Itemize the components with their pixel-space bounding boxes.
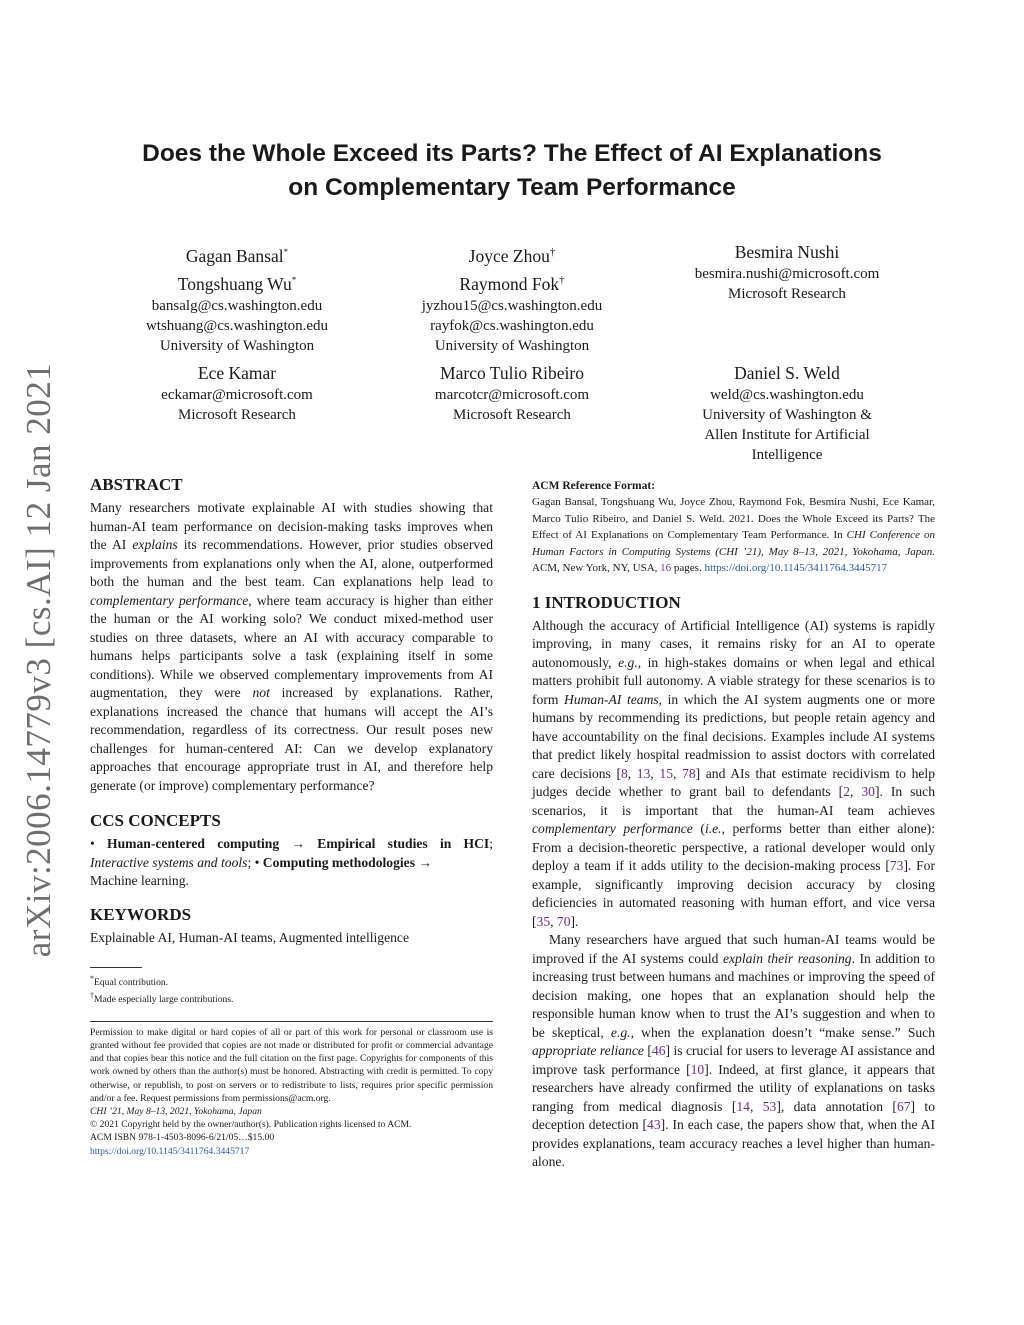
keywords-text: Explainable AI, Human-AI teams, Augmented intelligence [90, 929, 409, 945]
isbn-line: ACM ISBN 978-1-4503-8096-6/21/05…$15.00 [90, 1132, 275, 1144]
author-block-5 [372, 361, 652, 425]
title-line-1: Does the Whole Exceed its Parts? The Effect of AI Explanations [142, 140, 882, 167]
permission-rule [90, 1021, 493, 1022]
author-name: Raymond Fok [459, 273, 560, 294]
citation[interactable]: 73 [889, 858, 904, 874]
citation[interactable]: 2 [843, 784, 850, 800]
abstract-heading: ABSTRACT [90, 475, 183, 494]
citation[interactable]: 15 [659, 765, 673, 781]
citation[interactable]: 10 [690, 1061, 705, 1077]
author-mark: * [283, 247, 289, 257]
author-name: Marco Tulio Ribeiro [440, 363, 584, 383]
author-mark: † [559, 273, 565, 286]
author-block-4 [97, 361, 377, 425]
author-mark: * [291, 274, 297, 285]
venue-line: CHI ’21, May 8–13, 2021, Yokohama, Japan [90, 1106, 262, 1117]
footnote-1: *Equal contribution. [90, 974, 169, 989]
acm-ref-heading: ACM Reference Format: [532, 480, 656, 492]
citation[interactable]: 70 [556, 913, 571, 929]
ccs-text: • Human-centered computing → Empirical studies in HCI; Interactive systems and tools; • Computing methodologies → Machine learning. [90, 836, 493, 888]
citation[interactable]: 46 [651, 1043, 666, 1059]
acm-ref-doi-link[interactable]: https://doi.org/10.1145/3411764.3445717 [704, 562, 888, 575]
author-affiliation: Microsoft Research [728, 286, 846, 302]
citation[interactable]: 13 [636, 765, 651, 781]
author-name: Ece Kamar [197, 363, 277, 383]
author-email: besmira.nushi@microsoft.com [694, 266, 880, 282]
author-name: Gagan Bansal [185, 245, 284, 266]
author-name: Besmira Nushi [734, 242, 840, 262]
author-name: Tongshuang Wu [177, 273, 292, 294]
abstract-text: Many researchers motivate explainable AI with studies showing that human-AI team performance on decision-making tasks improves when the AI explains its recommendations. However, prior studies observed improvements from explanations only when the AI, alone, outperformed both the human and the best team. Can explanations help lead to complementary performance, where team accuracy is higher than either the human or the AI working solo? We conduct mixed-method user studies on three datasets, where an AI with accuracy comparable to humans helps participants solve a task (explaining itself in some conditions). While we observed complementary improvements from AI augmentation, they were not increased by explanations. Rather, explanations increased the chance that humans will accept the AI’s recommendation, regardless of its correctness. Our result poses new challenges for human-centered AI: Can we develop explanatory approaches that encourage appropriate trust in AI, and therefore help generate (or improve) complementary performance? [90, 500, 494, 793]
citation[interactable]: 8 [620, 765, 628, 781]
author-mark: † [549, 246, 556, 258]
author-block-2 [372, 240, 652, 356]
footnote-2: †Made especially large contributions. [90, 991, 234, 1006]
author-email: bansalg@cs.washington.edu [151, 297, 323, 314]
acm-ref-text: Gagan Bansal, Tongshuang Wu, Joyce Zhou, Raymond Fok, Besmira Nushi, Ece Kamar, Marco Tulio Ribeiro, and Daniel S. Weld. 2021. Does the Whole Exceed its Parts? The Effect of AI Explanations on Complementary Team Performance. In CHI Conference on Human Factors in Computing Systems (CHI ’21), May 8–13, 2021, Yokohama, Japan. ACM, New York, NY, USA, 16 pages. https://doi.org/10.1145/3411764.3445717 [532, 496, 935, 575]
citation[interactable]: 14 [736, 1098, 750, 1114]
intro-paragraph-2: Many researchers have argued that such human-AI teams would be improved if the AI systems could explain their reasoning. In addition to increasing trust between humans and machines or improving the speed of decision making, one hopes that an explanation should help the responsible human know when to trust the AI’s suggestion and when to be skeptical, e.g., when the explanation doesn’t “make sense.” Such appropriate reliance [46] is crucial for users to leverage AI assistance and improve task performance [10]. Indeed, at first glance, it appears that researchers have already confirmed the utility of explanations on tasks ranging from medical diagnosis [14, 53], data annotation [67] to deception detection [43]. In each case, the papers show that, when the AI provides explanations, team accuracy reaches a level higher than human-alone. [532, 932, 936, 1170]
arxiv-stamp [12, 362, 66, 958]
author-affiliation: Intelligence [751, 447, 823, 463]
author-affiliation: Microsoft Research [453, 407, 571, 423]
citation[interactable]: 30 [861, 784, 875, 800]
author-email: marcotcr@microsoft.com [434, 387, 590, 403]
title-line-2: on Complementary Team Performance [288, 174, 736, 201]
author-affiliation: University of Washington & [702, 407, 872, 423]
permission-notice: Permission to make digital or hard copies of all or part of this work for personal or classroom use is granted without fee provided that copies are not made or distributed for profit or commercial advantage and that copies bear this notice and the full citation on the first page. Copyrights for components of this work owned by others than the author(s) must be honored. Abstracting with credit is permitted. To copy otherwise, or republish, to post on servers or to redistribute to lists, requires prior specific permission and/or a fee. Request permissions from permissions@acm.org. [90, 1026, 493, 1104]
author-name: Joyce Zhou [468, 245, 550, 266]
left-column [90, 475, 493, 1158]
footnote-rule [90, 967, 142, 968]
author-block-6 [647, 361, 927, 465]
intro-paragraph-1: Although the accuracy of Artificial Intelligence (AI) systems is rapidly improving, in many cases, it remains risky for an AI to operate autonomously, e.g., in high-stakes domains or when legal and ethical matters prohibit full autonomy. A viable strategy for these scenarios is to form Human-AI teams, in which the AI system augments one or more humans by recommending its predictions, but people retain agency and have accountability on the final decisions. Examples include AI systems that predict likely hospital readmission to assist doctors with correlated care decisions [8, 13, 15, 78] and AIs that estimate recidivism to help judges decide whether to grant bail to defendants [2, 30]. In such scenarios, it is important that the human-AI team achieves complementary performance (i.e., performs better than either alone): From a decision-theoretic perspective, a rational developer would only deploy a team if it adds utility to the decision-making process [73]. For example, significantly improving decision accuracy by closing deficiencies in automated reasoning with human effort, and vice versa [35, 70]. [532, 617, 936, 929]
author-affiliation: Microsoft Research [178, 407, 296, 423]
citation[interactable]: 78 [682, 765, 696, 781]
author-affiliation: University of Washington [159, 337, 315, 354]
author-email: wtshuang@cs.washington.edu [145, 317, 329, 334]
author-affiliation: University of Washington [434, 337, 590, 354]
citation[interactable]: 43 [647, 1117, 661, 1133]
author-affiliation: Allen Institute for Artificial [704, 427, 870, 443]
author-block-1 [97, 240, 377, 356]
intro-heading: 1 INTRODUCTION [532, 592, 681, 612]
doi-link[interactable]: https://doi.org/10.1145/3411764.3445717 [90, 1145, 250, 1157]
right-column [532, 480, 935, 1172]
author-email: jyzhou15@cs.washington.edu [421, 297, 603, 314]
paper-title [70, 137, 954, 205]
ccs-heading: CCS CONCEPTS [90, 811, 221, 830]
keywords-heading: KEYWORDS [90, 904, 192, 924]
citation[interactable]: 67 [896, 1098, 911, 1114]
author-email: rayfok@cs.washington.edu [430, 317, 594, 334]
arxiv-stamp-text: arXiv:2006.14779v3 [cs.AI] 12 Jan 2021 [19, 362, 58, 958]
author-name: Daniel S. Weld [734, 363, 840, 383]
citation[interactable]: 53 [762, 1098, 777, 1114]
author-email: eckamar@microsoft.com [161, 387, 313, 403]
author-email: weld@cs.washington.edu [710, 387, 864, 403]
citation[interactable]: 35 [536, 913, 551, 929]
copyright-line: © 2021 Copyright held by the owner/author(s). Publication rights licensed to ACM. [90, 1119, 412, 1131]
author-block-3 [647, 240, 927, 304]
